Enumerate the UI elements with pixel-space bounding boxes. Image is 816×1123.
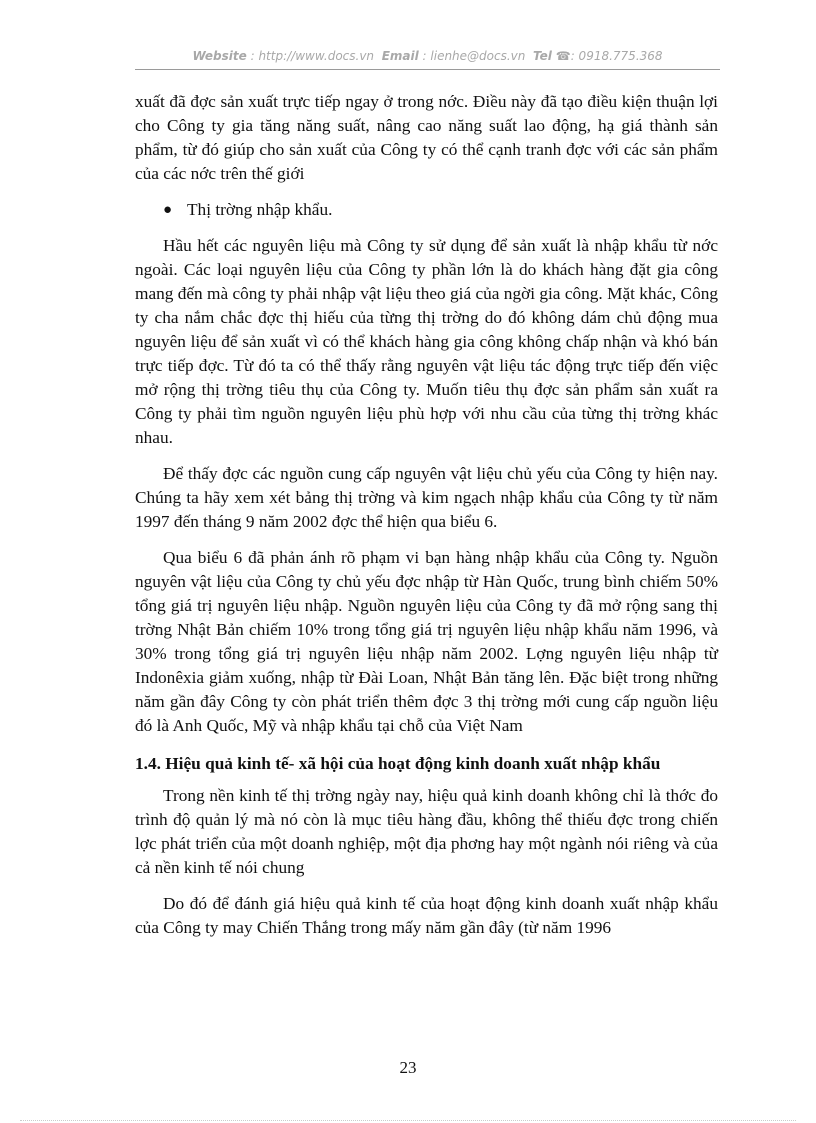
paragraph-6: Do đó để đánh giá hiệu quả kinh tế của hoạt động kinh doanh xuất nhập khẩu của Công ty may Chiến Thắng trong mấy năm gần đây (từ năm 1996 [135,894,718,937]
bullet-item [135,198,718,222]
bullet-icon: ● [163,202,173,218]
bullet-text: Thị trờng nhập khẩu. [187,200,333,219]
paragraph-3: Để thấy đợc các nguồn cung cấp nguyên vật liệu chủ yếu của Công ty hiện nay. Chúng ta hãy xem xét bảng thị trờng và kim ngạch nhập khẩu của Công ty từ năm 1997 đến tháng 9 năm 2002 đợc thể hiện qua biểu 6. [135,464,718,531]
paragraph-4: Qua biểu 6 đã phản ánh rõ phạm vi bạn hàng nhập khẩu của Công ty. Nguồn nguyên vật liệu của Công ty chủ yếu đợc nhập từ Hàn Quốc, trung bình chiếm 50% tổng giá trị nguyên liệu nhập. Nguồn nguyên liệu của Công ty đã mở rộng sang thị trờng Nhật Bản chiếm 10% trong tổng giá trị nguyên liệu nhập khẩu năm 1996, và 30% trong tổng giá trị nguyên liệu nhập năm 2002. Lợng nguyên liệu nhập từ Indonêxia giảm xuống, nhập từ Đài Loan, Nhật Bản tăng lên. Đặc biệt trong những năm gần đây Công ty còn phát triển thêm đợc 3 thị trờng mới cung cấp nguồn liệu đó là Anh Quốc, Mỹ và nhập khẩu tại chỗ của Việt Nam [135,548,718,735]
document-body [135,90,718,952]
telephone-icon: ☎ [555,49,571,63]
tel-label: Tel [533,49,552,63]
paragraph-2: Hầu hết các nguyên liệu mà Công ty sử dụng để sản xuất là nhập khẩu từ nớc ngoài. Các loại nguyên liệu của Công ty phần lớn là do khách hàng đặt gia công mang đến mà công ty phải nhập vật liệu theo giá của ngời gia công. Mặt khác, Công ty cha nắm chắc đợc thị hiếu của từng thị trờng do đó không dám chủ động mua nguyên liệu để sản xuất vì có thể khách hàng gia công không chấp nhận và khó bán trực tiếp đợc. Từ đó ta có thể thấy rằng nguyên vật liệu tác động trực tiếp đến việc mở rộng thị trờng tiêu thụ của Công ty. Muốn tiêu thụ đợc sản phẩm sản xuất ra Công ty phải tìm nguồn nguyên liệu phù hợp với nhu cầu của từng thị trờng khác nhau. [135,236,718,447]
tel-value: : 0918.775.368 [570,49,663,63]
footer-divider [20,1120,796,1121]
paragraph-5: Trong nền kinh tế thị trờng ngày nay, hiệu quả kinh doanh không chỉ là thớc đo trình độ quản lý mà nó còn là mục tiêu hàng đầu, không thể thiếu đợc trong chiến lợc phát triển của một doanh nghiệp, một địa phơng hay một ngành nói riêng và của cả nền kinh tế nói chung [135,786,718,877]
website-value: : http://www.docs.vn [250,49,375,63]
website-label: Website [192,49,247,63]
section-heading: 1.4. Hiệu quả kinh tế- xã hội của hoạt động kinh doanh xuất nhập khẩu [135,754,661,773]
email-label: Email [381,49,419,63]
email-value: : lienhe@docs.vn [422,49,526,63]
page-number: 23 [399,1058,417,1077]
page-header [135,47,720,70]
paragraph-1: xuất đã đợc sản xuất trực tiếp ngay ở trong nớc. Điều này đã tạo điều kiện thuận lợi cho Công ty gia tăng năng suất, nâng cao năng suất lao động, hạ giá thành sản phẩm, từ đó giúp cho sản xuất của Công ty có thể cạnh tranh đợc với các sản phẩm của các nớc trên thế giới [135,92,718,183]
